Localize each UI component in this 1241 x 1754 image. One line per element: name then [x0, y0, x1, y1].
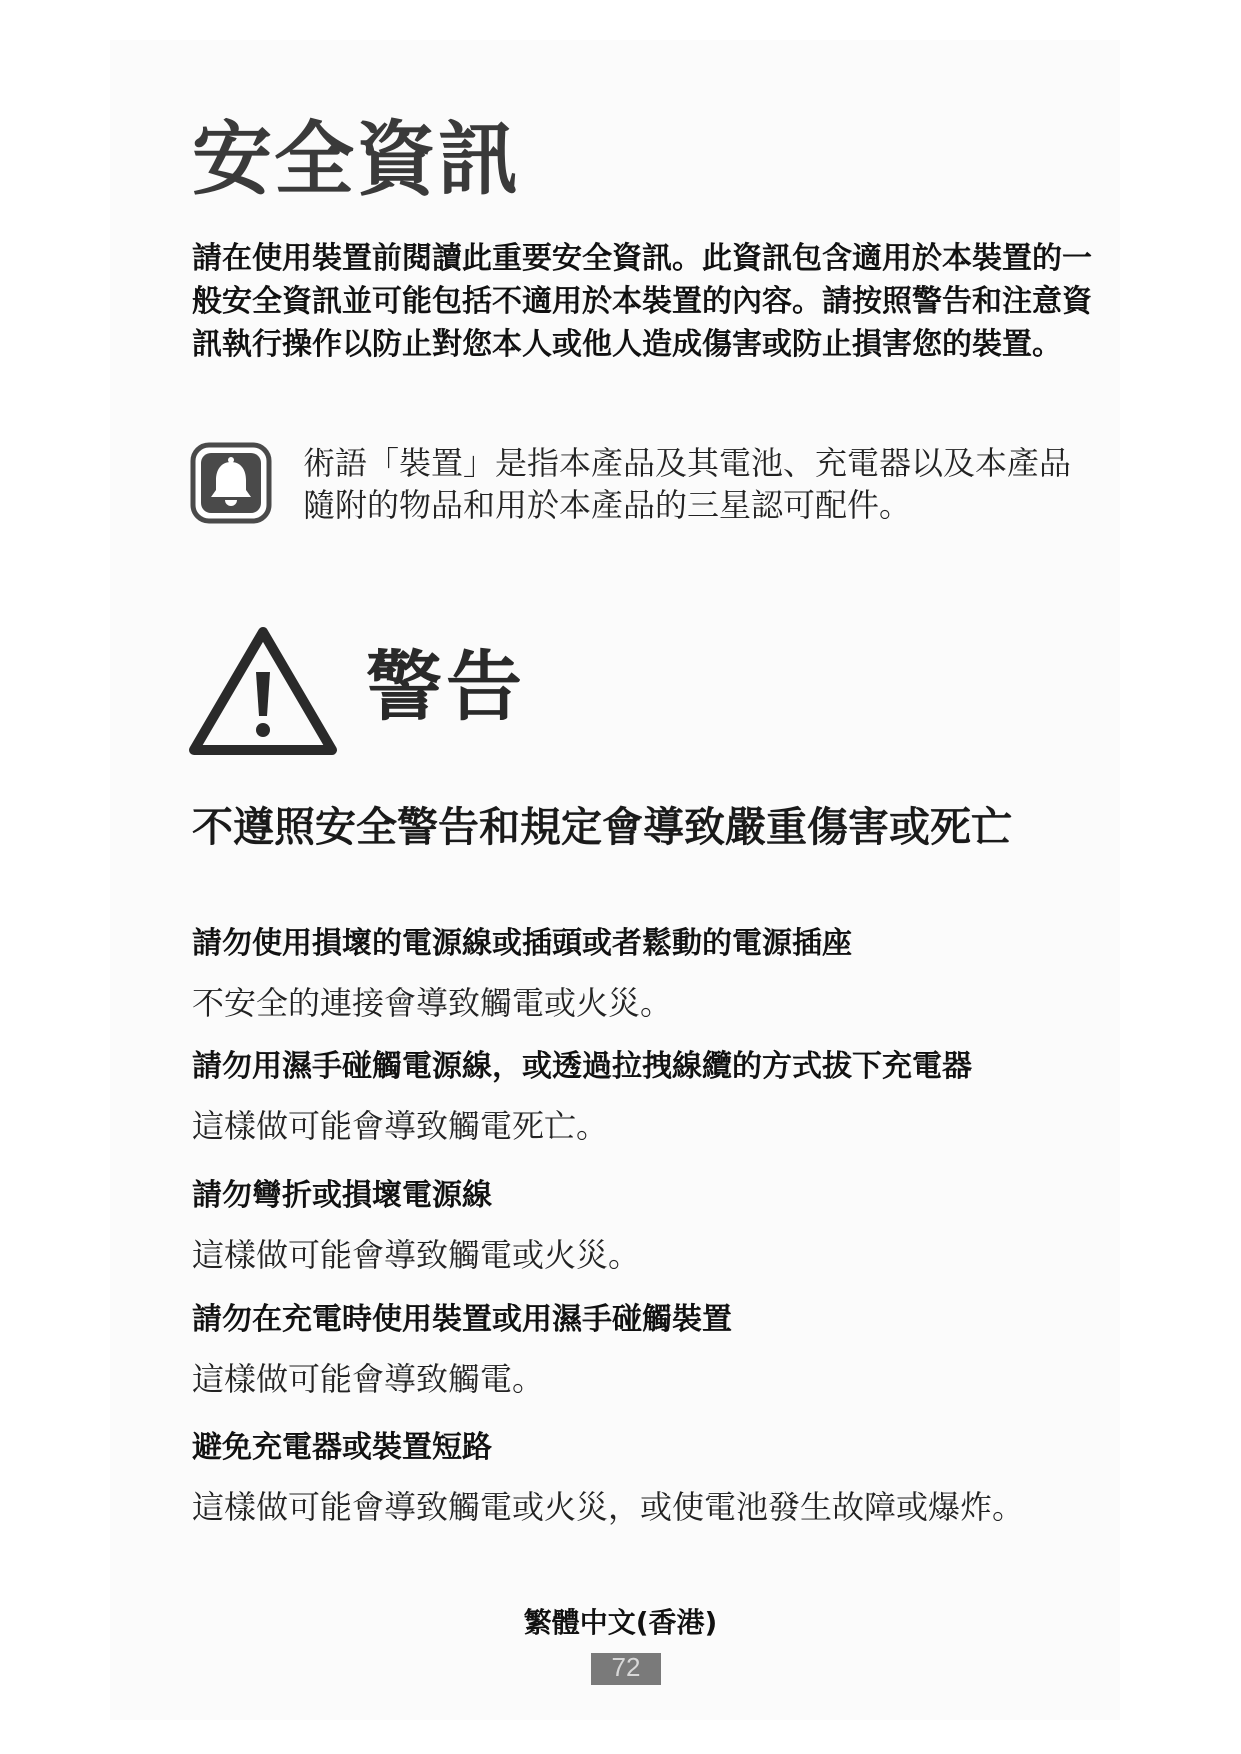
page-number: 72 — [591, 1653, 661, 1685]
item-heading: 避免充電器或裝置短路 — [192, 1430, 492, 1465]
warning-triangle-icon — [188, 624, 338, 758]
item-heading: 請勿彎折或損壞電源線 — [192, 1178, 492, 1213]
item-body: 這樣做可能會導致觸電或火災，或使電池發生故障或爆炸。 — [192, 1488, 1025, 1526]
item-heading: 請勿用濕手碰觸電源線，或透過拉拽線纜的方式拔下充電器 — [192, 1049, 972, 1084]
footer-language: 繁體中文(香港) — [523, 1606, 718, 1639]
note-text: 術語「裝置」是指本產品及其電池、充電器以及本產品隨附的物品和用於本產品的三星認可配件。 — [303, 444, 1072, 524]
bell-icon — [190, 442, 272, 524]
item-body: 這樣做可能會導致觸電。 — [192, 1360, 545, 1398]
item-heading: 請勿在充電時使用裝置或用濕手碰觸裝置 — [192, 1302, 732, 1337]
section-heading: 不遵照安全警告和規定會導致嚴重傷害或死亡 — [192, 803, 1012, 851]
item-body: 這樣做可能會導致觸電或火災。 — [192, 1236, 641, 1274]
intro-paragraph: 請在使用裝置前閱讀此重要安全資訊。此資訊包含適用於本裝置的一般安全資訊並可能包括不適用於本裝置的內容。請按照警告和注意資訊執行操作以防止對您本人或他人造成傷害或防止損害您的裝置。 — [192, 241, 1092, 362]
page-title: 安全資訊 — [192, 113, 520, 206]
item-heading: 請勿使用損壞的電源線或插頭或者鬆動的電源插座 — [192, 926, 852, 961]
item-body: 不安全的連接會導致觸電或火災。 — [192, 984, 673, 1022]
item-body: 這樣做可能會導致觸電死亡。 — [192, 1107, 609, 1145]
warning-title: 警告 — [366, 642, 526, 731]
